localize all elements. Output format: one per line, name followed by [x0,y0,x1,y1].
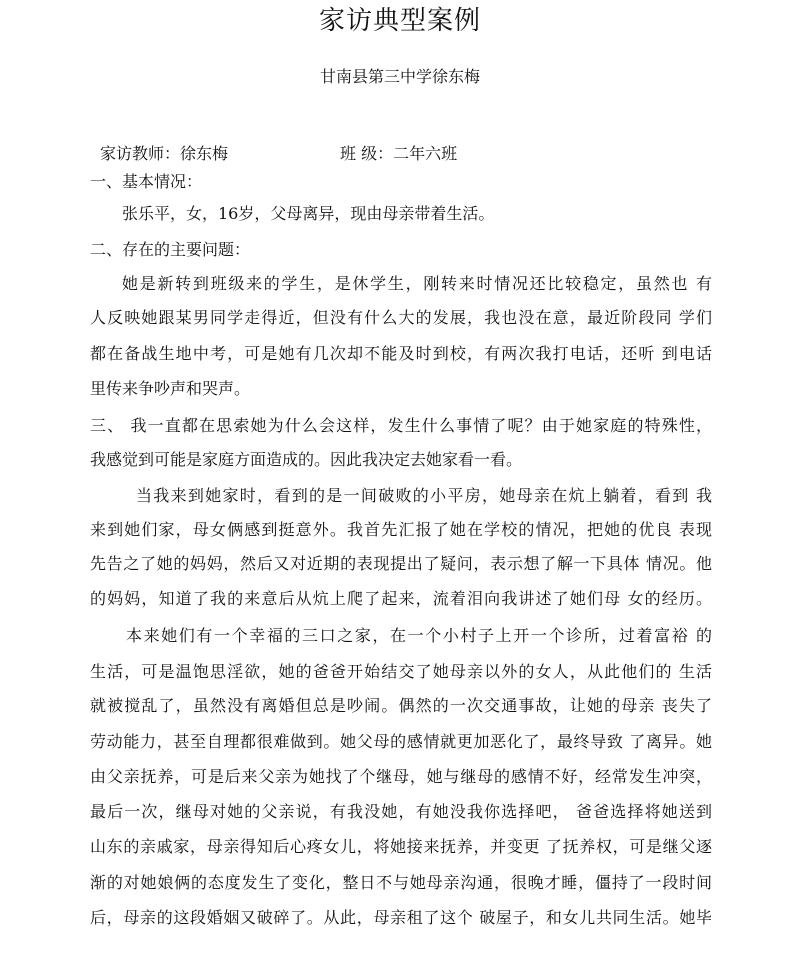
document-title: 家访典型案例 [318,6,481,36]
paragraph-line: 最后一次，继母对她的父亲说，有我没她，有她没我你选择吧， 爸爸选择将她送到 [90,802,712,821]
class-info: 班 级：二年六班 [340,144,458,163]
basic-info-text: 张乐平，女，16岁，父母离异，现由母亲带着生活。 [122,204,495,223]
paragraph-line: 三、 我一直都在思索她为什么会这样，发生什么事情了呢？由于她家庭的特殊性， [90,416,712,435]
paragraph-line: 由父亲抚养，可是后来父亲为她找了个继母，她与继母的感情不好，经常发生冲突， [90,767,712,786]
paragraph-line: 她是新转到班级来的学生，是休学生，刚转来时情况还比较稳定，虽然也 有 [122,274,712,293]
paragraph-line: 渐的对她娘俩的态度发生了变化，整日不与她母亲沟通，很晚才睡，僵持了一段时间 [90,873,712,892]
section-heading-basic-info: 一、基本情况： [90,172,203,191]
paragraph-line: 我感觉到可能是家庭方面造成的。因此我决定去她家看一看。 [90,450,523,469]
paragraph-line: 人反映她跟某男同学走得近，但没有什么大的发展，我也没在意，最近阶段同 学们 [90,308,712,327]
paragraph-line: 来到她们家，母女俩感到挺意外。我首先汇报了她在学校的情况，把她的优良 表现 [90,520,712,539]
paragraph-line: 就被搅乱了，虽然没有离婚但总是吵闹。偶然的一次交通事故，让她的母亲 丧失了 [90,696,712,715]
document-subtitle: 甘南县第三中学徐东梅 [319,67,480,86]
paragraph-line: 劳动能力，甚至自理都很难做到。她父母的感情就更加恶化了，最终导致 了离异。她 [90,732,712,751]
paragraph-line: 先告之了她的妈妈，然后又对近期的表现提出了疑问，表示想了解一下具体 情况。他 [90,554,712,573]
paragraph-line: 里传来争吵声和哭声。 [90,379,251,398]
paragraph-line: 本来她们有一个幸福的三口之家，在一个小村子上开一个诊所，过着富裕 的 [126,626,712,645]
section-heading-problems: 二、存在的主要问题： [90,240,251,259]
paragraph-line: 都在备战生地中考，可是她有几次却不能及时到校，有两次我打电话，还听 到电话 [90,344,712,363]
paragraph-line: 山东的亲戚家，母亲得知后心疼女儿，将她接来抚养，并变更 了抚养权，可是继父逐 [90,837,712,856]
paragraph-line: 生活，可是温饱思淫欲，她的爸爸开始结交了她母亲以外的女人，从此他们的 生活 [90,662,712,681]
visiting-teacher: 家访教师：徐东梅 [100,144,229,163]
paragraph-line: 当我来到她家时，看到的是一间破败的小平房，她母亲在炕上躺着，看到 我 [136,486,712,505]
paragraph-line: 后，母亲的这段婚姻又破碎了。从此，母亲租了这个 破屋子，和女儿共同生活。她毕 [90,908,712,927]
paragraph-line: 的妈妈，知道了我的来意后从炕上爬了起来，流着泪向我讲述了她们母 女的经历。 [90,589,712,608]
